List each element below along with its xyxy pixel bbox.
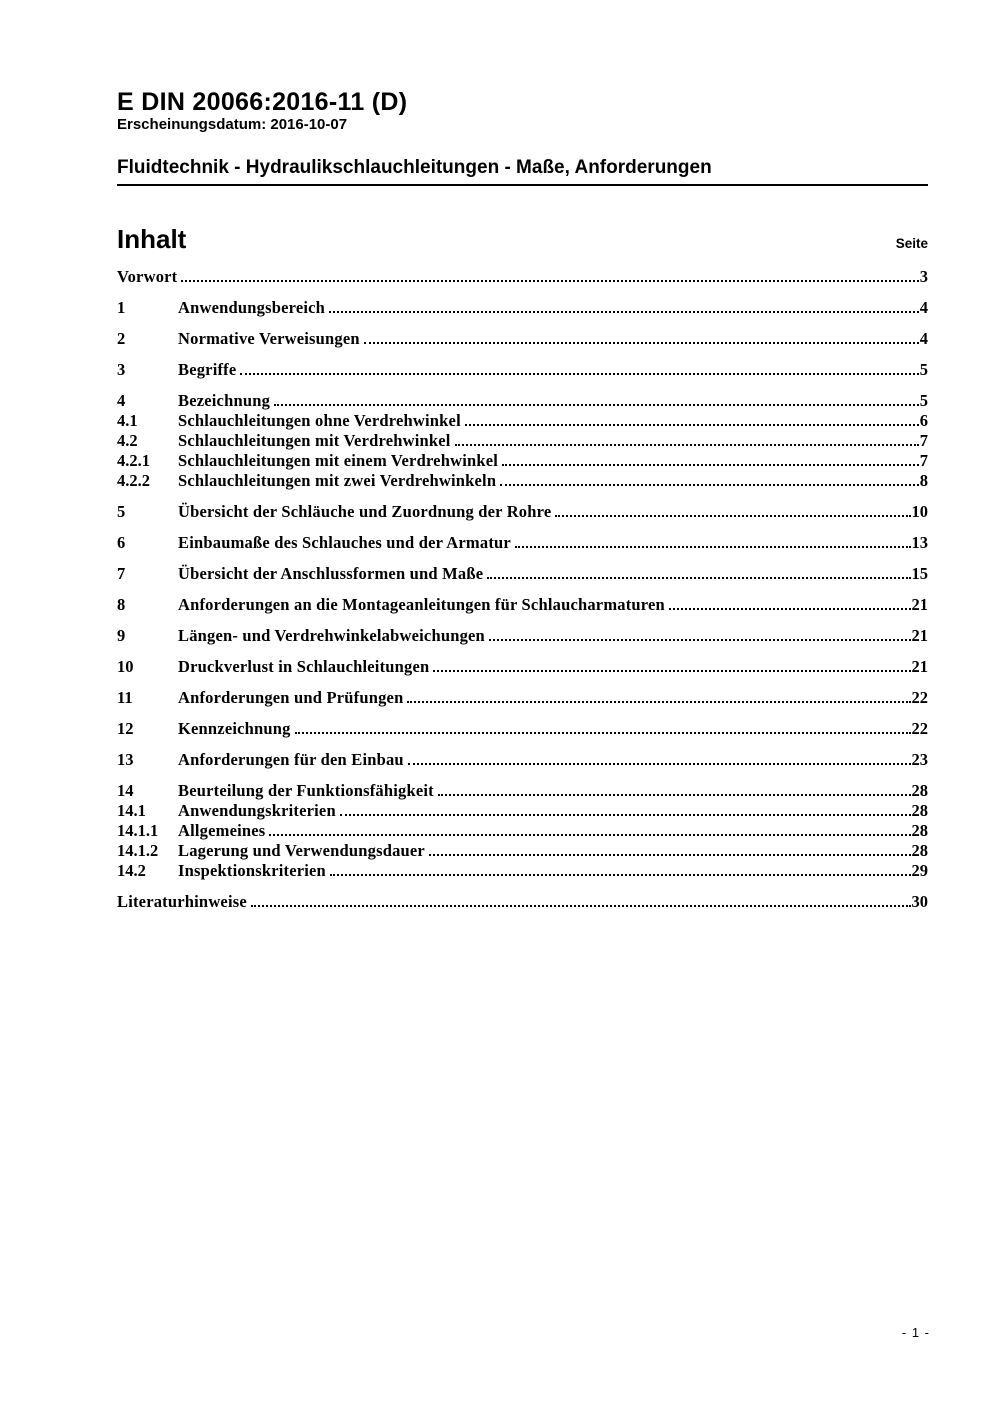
toc-leader-dots: [240, 373, 918, 375]
toc-entry-number: 14: [117, 781, 134, 800]
toc-entry-number: 4.2.2: [117, 471, 150, 490]
toc-entry-label: Schlauchleitungen mit zwei Verdrehwinkeln: [178, 471, 497, 490]
toc-row: [117, 391, 928, 411]
toc-entry-page: 5: [919, 360, 928, 379]
toc-leader-dots: [364, 342, 919, 344]
toc-leader-dots: [500, 484, 919, 486]
toc-row: [117, 657, 928, 677]
toc-entry-page: 22: [911, 719, 928, 738]
toc-entry-page: 21: [911, 595, 928, 614]
toc-entry-page: 23: [911, 750, 928, 769]
toc-entry-number: 3: [117, 360, 126, 379]
toc-entry-number: 4.1: [117, 411, 138, 430]
toc-entry-label: Bezeichnung: [178, 391, 271, 410]
toc-leader-dots: [408, 763, 911, 765]
toc-entry-page: 8: [919, 471, 928, 490]
toc-entry-label: Druckverlust in Schlauchleitungen: [178, 657, 430, 676]
toc-row: [117, 267, 928, 287]
toc-row: [117, 360, 928, 380]
toc-entry-label: Vorwort: [117, 267, 178, 286]
toc-row: [117, 841, 928, 861]
toc-row: [117, 329, 928, 349]
toc-leader-dots: [515, 546, 911, 548]
toc-list: [117, 267, 928, 912]
toc-leader-dots: [181, 280, 918, 282]
release-date-text: Erscheinungsdatum: 2016-10-07: [117, 116, 348, 133]
toc-row: [117, 298, 928, 318]
toc-entry-number: 6: [117, 533, 126, 552]
toc-entry-number: 14.2: [117, 861, 146, 880]
toc-page-column-label: Seite: [895, 236, 928, 251]
toc-entry-page: 22: [911, 688, 928, 707]
toc-leader-dots: [487, 577, 910, 579]
toc-row: [117, 502, 928, 522]
toc-entry-label: Anforderungen und Prüfungen: [178, 688, 404, 707]
toc-leader-dots: [489, 639, 911, 641]
toc-entry-label: Anforderungen an die Montageanleitungen für Schlaucharmaturen: [178, 595, 665, 614]
toc-leader-dots: [455, 444, 919, 446]
toc-entry-page: 6: [919, 411, 928, 430]
toc-entry-number: 13: [117, 750, 134, 769]
toc-heading-row: [117, 224, 928, 254]
toc-entry-label: Schlauchleitungen mit einem Verdrehwinkel: [178, 451, 499, 470]
toc-leader-dots: [502, 464, 919, 466]
toc-leader-dots: [465, 424, 919, 426]
toc-row: [117, 533, 928, 553]
toc-row: [117, 626, 928, 646]
toc-entry-label: Lagerung und Verwendungsdauer: [178, 841, 425, 860]
toc-row: [117, 471, 928, 491]
document-number-heading: E DIN 20066:2016-11 (D): [117, 88, 408, 116]
toc-entry-number: 9: [117, 626, 126, 645]
toc-entry-page: 4: [919, 298, 928, 317]
toc-leader-dots: [269, 834, 910, 836]
toc-entry-label: Literaturhinweise: [117, 892, 247, 911]
toc-entry-page: 28: [911, 781, 928, 800]
toc-leader-dots: [295, 732, 911, 734]
toc-entry-number: 10: [117, 657, 134, 676]
toc-entry-label: Kennzeichnung: [178, 719, 291, 738]
toc-leader-dots: [555, 515, 910, 517]
toc-entry-page: 28: [911, 821, 928, 840]
toc-entry-label: Normative Verweisungen: [178, 329, 360, 348]
toc-entry-number: 14.1.2: [117, 841, 159, 860]
toc-row: [117, 801, 928, 821]
toc-entry-page: 21: [911, 657, 928, 676]
toc-entry-page: 4: [919, 329, 928, 348]
toc-entry-label: Allgemeines: [178, 821, 266, 840]
toc-entry-page: 29: [911, 861, 928, 880]
toc-entry-label: Schlauchleitungen mit Verdrehwinkel: [178, 431, 451, 450]
toc-entry-page: 3: [919, 267, 928, 286]
toc-row: [117, 892, 928, 912]
toc-row: [117, 431, 928, 451]
toc-entry-page: 7: [919, 451, 928, 470]
toc-row: [117, 719, 928, 739]
toc-leader-dots: [429, 854, 911, 856]
toc-entry-number: 1: [117, 298, 126, 317]
toc-leader-dots: [669, 608, 911, 610]
toc-entry-number: 14.1: [117, 801, 146, 820]
toc-entry-label: Anforderungen für den Einbau: [178, 750, 404, 769]
toc-row: [117, 750, 928, 770]
toc-leader-dots: [329, 311, 919, 313]
toc-entry-label: Anwendungskriterien: [178, 801, 336, 820]
toc-entry-page: 28: [911, 841, 928, 860]
toc-entry-page: 10: [911, 502, 928, 521]
toc-leader-dots: [330, 874, 911, 876]
toc-entry-number: 4.2.1: [117, 451, 150, 470]
toc-entry-number: 4.2: [117, 431, 138, 450]
toc-entry-page: 30: [911, 892, 928, 911]
toc-entry-page: 15: [911, 564, 928, 583]
toc-entry-page: 28: [911, 801, 928, 820]
toc-entry-number: 2: [117, 329, 126, 348]
toc-entry-label: Anwendungsbereich: [178, 298, 326, 317]
toc-leader-dots: [407, 701, 910, 703]
toc-entry-label: Längen- und Verdrehwinkelabweichungen: [178, 626, 485, 645]
toc-entry-label: Beurteilung der Funktionsfähigkeit: [178, 781, 434, 800]
toc-row: [117, 821, 928, 841]
document-title: Fluidtechnik - Hydraulikschlauchleitungen - Maße, Anforderungen: [117, 156, 928, 186]
toc-row: [117, 595, 928, 615]
toc-entry-page: 7: [919, 431, 928, 450]
toc-row: [117, 781, 928, 801]
toc-row: [117, 688, 928, 708]
toc-entry-label: Übersicht der Schläuche und Zuordnung der Rohre: [178, 502, 552, 521]
toc-entry-number: 11: [117, 688, 133, 707]
toc-entry-page: 21: [911, 626, 928, 645]
toc-entry-number: 14.1.1: [117, 821, 159, 840]
toc-entry-number: 8: [117, 595, 126, 614]
toc-entry-number: 7: [117, 564, 126, 583]
toc-entry-number: 12: [117, 719, 134, 738]
toc-heading: Inhalt: [117, 224, 187, 254]
toc-leader-dots: [433, 670, 910, 672]
toc-entry-page: 13: [911, 533, 928, 552]
toc-entry-number: 5: [117, 502, 126, 521]
toc-row: [117, 411, 928, 431]
toc-row: [117, 861, 928, 881]
footer-page-number: - 1 -: [901, 1325, 930, 1340]
toc-entry-label: Inspektionskriterien: [178, 861, 326, 880]
toc-row: [117, 451, 928, 471]
toc-entry-label: Schlauchleitungen ohne Verdrehwinkel: [178, 411, 461, 430]
toc-entry-label: Übersicht der Anschlussformen und Maße: [178, 564, 484, 583]
toc-row: [117, 564, 928, 584]
toc-leader-dots: [340, 814, 911, 816]
toc-leader-dots: [274, 404, 919, 406]
toc-leader-dots: [251, 905, 911, 907]
toc-entry-number: 4: [117, 391, 126, 410]
toc-leader-dots: [438, 794, 911, 796]
toc-entry-page: 5: [919, 391, 928, 410]
toc-entry-label: Einbaumaße des Schlauches und der Armatur: [178, 533, 511, 552]
toc-entry-label: Begriffe: [178, 360, 237, 379]
